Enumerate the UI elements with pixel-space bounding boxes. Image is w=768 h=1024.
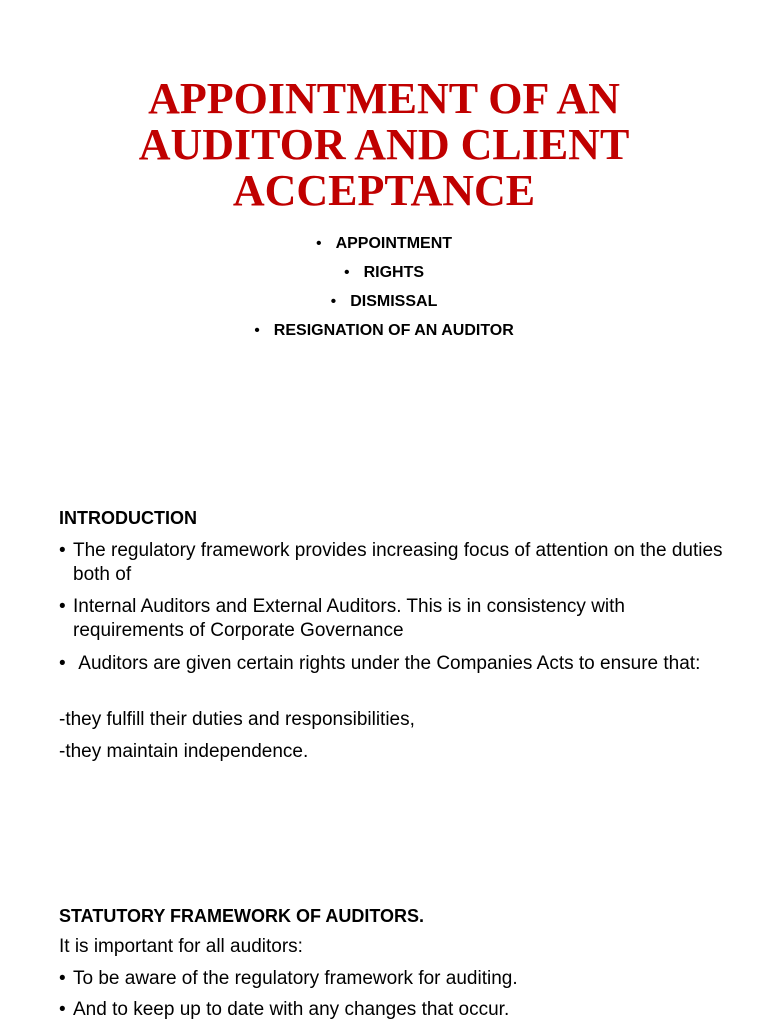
- title-line-1: APPOINTMENT OF AN: [148, 74, 620, 123]
- intro-line: -they maintain independence.: [59, 741, 309, 762]
- topic-list: [0, 229, 768, 345]
- intro-bullet: [59, 595, 739, 643]
- title-line-2: AUDITOR AND CLIENT: [138, 120, 630, 169]
- bullet-icon: •: [59, 999, 66, 1020]
- statutory-intro: It is important for all auditors:: [59, 936, 303, 957]
- statutory-bullet: [59, 998, 739, 1022]
- intro-line: -they fulfill their duties and responsibilities,: [59, 709, 415, 730]
- intro-bullet: [59, 652, 739, 676]
- topic-item: • RIGHTS: [0, 258, 768, 287]
- topic-item: • DISMISSAL: [0, 287, 768, 316]
- topic-item: • APPOINTMENT: [0, 229, 768, 258]
- intro-bullet: [59, 539, 739, 587]
- introduction-heading: INTRODUCTION: [59, 508, 197, 528]
- statutory-bullet-text: And to keep up to date with any changes that occur.: [73, 999, 510, 1020]
- bullet-icon: •: [59, 596, 66, 617]
- intro-bullet-text: Internal Auditors and External Auditors. This is in consistency with requirements of Corporate Governance: [73, 596, 625, 641]
- topic-item: • RESIGNATION OF AN AUDITOR: [0, 316, 768, 345]
- intro-bullet-text: Auditors are given certain rights under the Companies Acts to ensure that:: [73, 653, 701, 674]
- statutory-bullet-text: To be aware of the regulatory framework for auditing.: [73, 968, 518, 989]
- statutory-heading: STATUTORY FRAMEWORK OF AUDITORS.: [59, 906, 424, 926]
- intro-bullet-text: The regulatory framework provides increasing focus of attention on the duties both of: [73, 540, 723, 585]
- title-line-3: ACCEPTANCE: [232, 166, 536, 215]
- statutory-bullet: [59, 967, 739, 991]
- slide-title: [0, 76, 768, 214]
- bullet-icon: •: [59, 968, 66, 989]
- bullet-icon: •: [59, 653, 66, 674]
- bullet-icon: •: [59, 540, 66, 561]
